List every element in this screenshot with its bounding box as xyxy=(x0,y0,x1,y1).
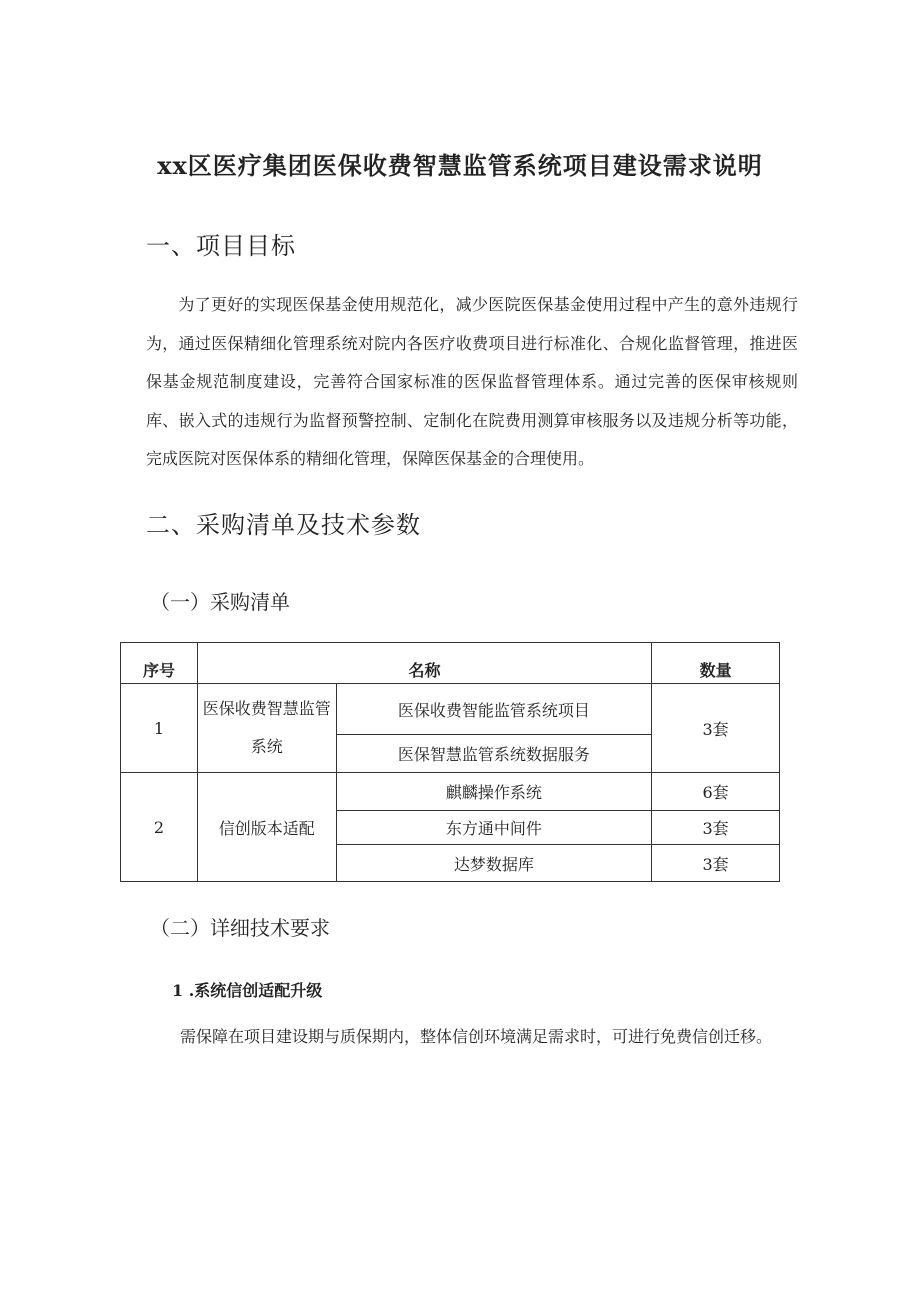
row-qty: 3套 xyxy=(652,684,780,773)
requirement-item-heading: 1 .系统信创适配升级 xyxy=(172,981,323,1000)
row-no: 2 xyxy=(121,773,198,882)
header-no: 序号 xyxy=(121,643,198,684)
subsection-tech-requirements: （二）详细技术要求 xyxy=(150,916,330,940)
section-heading-procurement: 二、采购清单及技术参数 xyxy=(146,511,421,539)
row-item: 医保智慧监管系统数据服务 xyxy=(336,735,651,773)
goals-paragraph xyxy=(146,286,798,479)
table-header-row xyxy=(121,643,780,684)
table-row xyxy=(121,684,780,735)
section-heading-goals: 一、项目目标 xyxy=(146,232,296,260)
requirement-item-text: 需保障在项目建设期与质保期内，整体信创环境满足需求时，可进行免费信创迁移。 xyxy=(180,1027,773,1046)
row-qty: 3套 xyxy=(652,845,780,882)
procurement-table xyxy=(120,642,780,882)
row-item: 麒麟操作系统 xyxy=(336,773,651,811)
row-system: 信创版本适配 xyxy=(197,773,336,882)
document-title: xx区医疗集团医保收费智慧监管系统项目建设需求说明 xyxy=(157,151,763,180)
row-qty: 3套 xyxy=(652,811,780,845)
header-qty: 数量 xyxy=(652,643,780,684)
table-row xyxy=(121,773,780,811)
row-system: 医保收费智慧监管系统 xyxy=(197,684,336,773)
goals-text: 为了更好的实现医保基金使用规范化，减少医院医保基金使用过程中产生的意外违规行为，通过医保精细化管理系统对院内各医疗收费项目进行标准化、合规化监督管理，推进医保基金规范制度建设，完善符合国家标准的医保监督管理体系。通过完善的医保审核规则库、嵌入式的违规行为监督预警控制、定制化在院费用测算审核服务以及违规分析等功能，完成医院对医保体系的精细化管理，保障医保基金的合理使用。 xyxy=(146,295,798,468)
row-item: 医保收费智能监管系统项目 xyxy=(336,684,651,735)
row-no: 1 xyxy=(121,684,198,773)
row-item: 东方通中间件 xyxy=(336,811,651,845)
row-qty: 6套 xyxy=(652,773,780,811)
subsection-procurement-list: （一）采购清单 xyxy=(150,590,290,614)
row-item: 达梦数据库 xyxy=(336,845,651,882)
header-name: 名称 xyxy=(197,643,651,684)
